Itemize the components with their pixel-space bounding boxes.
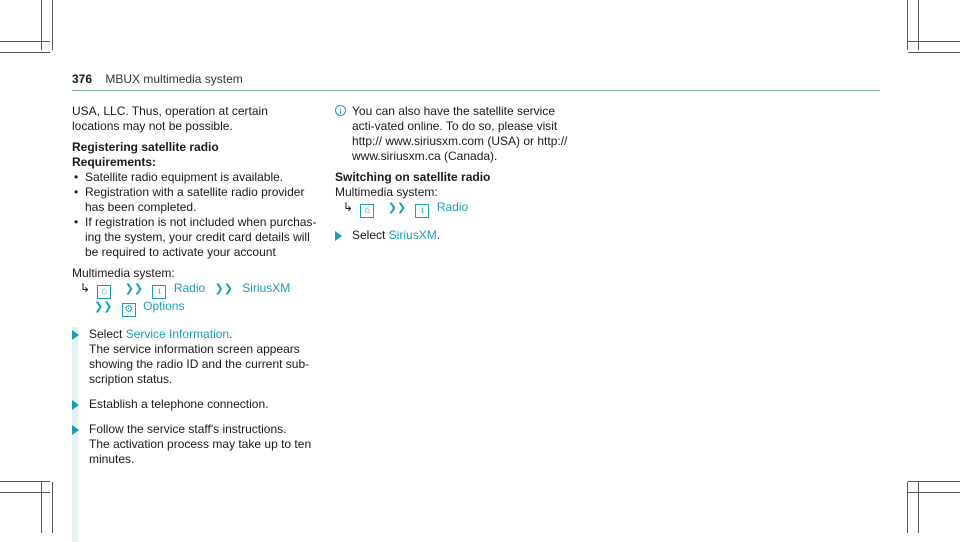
crop-mark <box>908 492 960 493</box>
crop-mark <box>0 481 50 482</box>
service-information-link[interactable]: Service Information <box>125 327 230 341</box>
requirements-list <box>72 170 317 260</box>
info-icon: i <box>335 105 346 116</box>
step-arrow-icon <box>72 330 79 340</box>
radio-link[interactable]: Radio <box>436 200 469 214</box>
multimedia-label: Multimedia system: <box>335 185 438 199</box>
list-item: • Satellite radio equipment is available. <box>72 170 317 185</box>
chevron-right-icon: ❯❯ <box>124 283 144 295</box>
crop-mark <box>918 0 919 50</box>
step-text: Select <box>89 327 123 341</box>
step-text: Follow the service staff's instructions. <box>89 422 287 436</box>
crop-mark <box>908 481 960 482</box>
crop-mark <box>52 482 53 533</box>
step-arrow-icon <box>72 400 79 410</box>
step-text: Select <box>352 228 386 242</box>
path-arrow-icon: ↳ <box>343 200 354 214</box>
radio-antenna-icon: ɩ <box>415 204 429 218</box>
info-note <box>335 104 580 164</box>
crop-mark <box>41 0 42 50</box>
path-arrow-icon: ↳ <box>80 281 91 295</box>
note-text: You can also have the satellite service acti-vated online. To do so, please visit http:// www.siriusxm.com (USA) or http:// www.siriusxm.ca (Canada). <box>352 104 568 163</box>
crop-mark <box>907 482 908 533</box>
step-period: . <box>436 228 441 242</box>
requirements-heading: Requirements: <box>72 155 157 169</box>
crop-mark <box>0 41 50 42</box>
step-period: . <box>229 327 233 341</box>
radio-antenna-icon: ɩ <box>152 285 166 299</box>
crop-mark <box>0 52 50 53</box>
crop-mark <box>907 0 908 50</box>
home-icon: ⌂ <box>360 204 374 218</box>
page-title: MBUX multimedia system <box>105 72 243 86</box>
gear-icon: ⚙ <box>122 303 136 317</box>
radio-link[interactable]: Radio <box>173 281 206 295</box>
crop-mark <box>0 492 50 493</box>
chevron-right-icon: ❯❯ <box>387 202 407 214</box>
chevron-right-icon: ❯❯ <box>214 283 233 295</box>
crop-mark <box>52 0 53 50</box>
nav-path-continued <box>72 299 317 317</box>
step-text: Establish a telephone connection. <box>89 397 269 411</box>
step-arrow-icon <box>72 425 79 435</box>
crop-mark <box>908 41 960 42</box>
step-select-service-info <box>72 327 317 387</box>
step-description: The activation process may take up to ten minutes. <box>89 437 312 466</box>
section-heading: Registering satellite radio <box>72 140 219 154</box>
nav-path <box>72 281 317 299</box>
nav-path <box>335 200 580 218</box>
section-heading: Switching on satellite radio <box>335 170 491 184</box>
options-link[interactable]: Options <box>143 299 185 313</box>
siriusxm-link[interactable]: SiriusXM <box>242 281 291 295</box>
intro-text: USA, LLC. Thus, operation at certain locations may not be possible. <box>72 104 268 133</box>
step-telephone <box>72 397 317 412</box>
crop-mark <box>41 482 42 533</box>
left-column <box>72 104 317 467</box>
step-select-siriusxm <box>335 228 580 243</box>
crop-mark <box>908 52 960 53</box>
right-column <box>335 104 580 243</box>
siriusxm-link[interactable]: SiriusXM <box>388 228 437 242</box>
chevron-right-icon: ❯❯ <box>94 301 113 313</box>
step-arrow-icon <box>335 231 342 241</box>
step-description: The service information screen appears showing the radio ID and the current sub-scription status. <box>89 342 310 386</box>
home-icon: ⌂ <box>97 285 111 299</box>
step-follow-instructions <box>72 422 317 467</box>
header-rule <box>72 90 880 91</box>
crop-mark <box>918 482 919 533</box>
page-header <box>72 72 880 87</box>
multimedia-label: Multimedia system: <box>72 266 175 280</box>
list-item: • Registration with a satellite radio provider has been completed. <box>72 185 317 215</box>
list-item: • If registration is not included when purchas-ing the system, your credit card details will be required to activate your account <box>72 215 317 260</box>
page-number: 376 <box>72 72 93 86</box>
